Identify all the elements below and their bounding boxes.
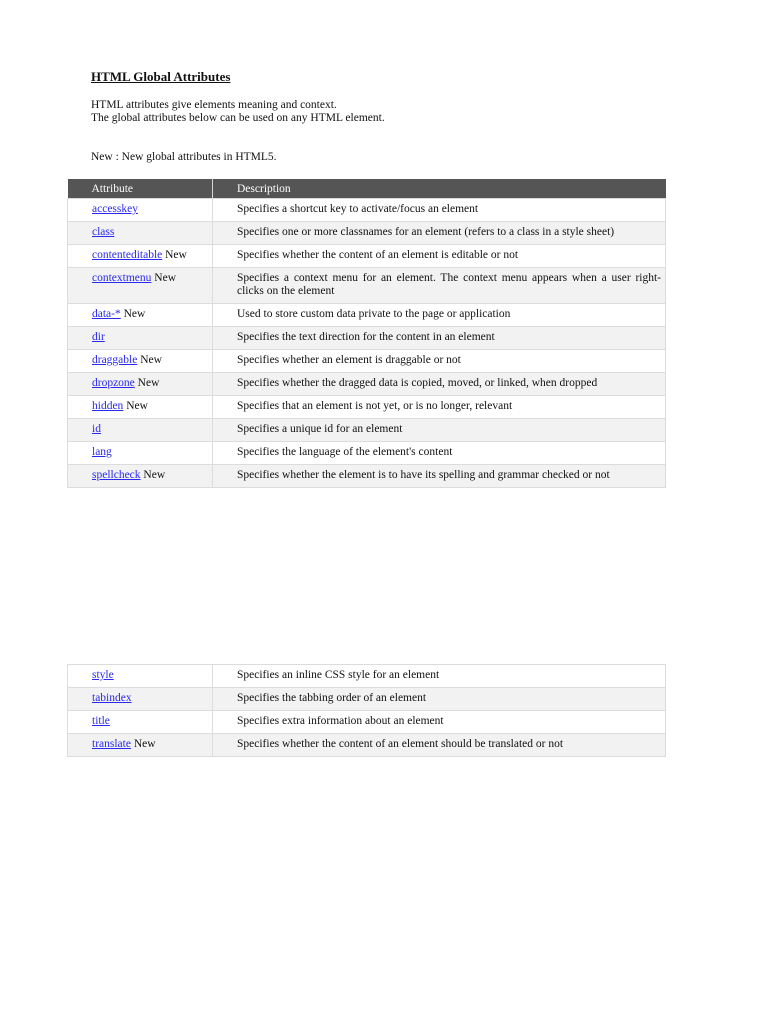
description-cell: Specifies a unique id for an element (213, 419, 666, 442)
attribute-cell (68, 711, 213, 734)
attribute-cell (68, 419, 213, 442)
table-row (68, 734, 666, 757)
attribute-link[interactable]: accesskey (92, 203, 138, 215)
table-header-row (68, 179, 666, 199)
attribute-link[interactable]: data-* (92, 308, 121, 320)
table-body (68, 199, 666, 488)
table-row (68, 327, 666, 350)
attribute-link[interactable]: draggable (92, 354, 138, 366)
attribute-column-header: Attribute (68, 179, 213, 199)
table-row (68, 304, 666, 327)
attribute-link[interactable]: spellcheck (92, 469, 141, 481)
table-row (68, 222, 666, 245)
table-row (68, 665, 666, 688)
description-cell: Specifies whether the dragged data is copied, moved, or linked, when dropped (213, 373, 666, 396)
attribute-cell (68, 396, 213, 419)
new-marker: New (140, 354, 162, 366)
attribute-cell (68, 442, 213, 465)
description-cell: Specifies one or more classnames for an element (refers to a class in a style sheet) (213, 222, 666, 245)
attribute-cell (68, 304, 213, 327)
intro-text-line-2: The global attributes below can be used on any HTML element. (91, 112, 385, 124)
table-row (68, 465, 666, 488)
attribute-link[interactable]: style (92, 669, 114, 681)
description-cell: Specifies the text direction for the content in an element (213, 327, 666, 350)
intro-text-line-1: HTML attributes give elements meaning and context. (91, 99, 337, 111)
attribute-cell (68, 688, 213, 711)
description-cell: Specifies a context menu for an element. The context menu appears when a user right-clicks on the element (213, 268, 666, 304)
attribute-link[interactable]: contextmenu (92, 272, 152, 284)
description-cell: Specifies that an element is not yet, or is no longer, relevant (213, 396, 666, 419)
attribute-link[interactable]: translate (92, 738, 131, 750)
attribute-cell (68, 327, 213, 350)
table-row (68, 350, 666, 373)
description-cell: Specifies whether the content of an element should be translated or not (213, 734, 666, 757)
attribute-link[interactable]: class (92, 226, 115, 238)
description-cell: Specifies whether the element is to have its spelling and grammar checked or not (213, 465, 666, 488)
global-attributes-table (67, 179, 666, 488)
attribute-link[interactable]: contenteditable (92, 249, 163, 261)
attribute-cell (68, 465, 213, 488)
new-marker: New (143, 469, 166, 481)
attribute-cell (68, 199, 213, 222)
attribute-link[interactable]: dropzone (92, 377, 135, 389)
description-cell: Specifies whether an element is draggable or not (213, 350, 666, 373)
attribute-cell (68, 268, 213, 304)
new-legend-note: New : New global attributes in HTML5. (91, 151, 277, 163)
table-body-continued (68, 665, 666, 757)
attribute-link[interactable]: title (92, 715, 110, 727)
table-row (68, 373, 666, 396)
new-marker: New (154, 272, 176, 284)
attribute-cell (68, 373, 213, 396)
attribute-cell (68, 734, 213, 757)
new-marker: New (126, 400, 148, 412)
document-title: HTML Global Attributes (91, 69, 231, 84)
table-row (68, 688, 666, 711)
attribute-link[interactable]: lang (92, 446, 112, 458)
attribute-cell (68, 665, 213, 688)
table-row (68, 199, 666, 222)
attribute-cell (68, 350, 213, 373)
description-cell: Specifies the tabbing order of an element (213, 688, 666, 711)
attribute-link[interactable]: dir (92, 331, 105, 343)
attribute-cell (68, 222, 213, 245)
description-column-header: Description (213, 179, 666, 199)
table-row (68, 442, 666, 465)
table-row (68, 268, 666, 304)
new-marker: New (123, 308, 146, 320)
table-row (68, 419, 666, 442)
description-cell: Specifies an inline CSS style for an element (213, 665, 666, 688)
new-marker: New (165, 249, 187, 261)
attribute-link[interactable]: id (92, 423, 101, 435)
description-cell: Specifies a shortcut key to activate/focus an element (213, 199, 666, 222)
table-row (68, 711, 666, 734)
attribute-cell (68, 245, 213, 268)
new-marker: New (133, 738, 156, 750)
table-row (68, 245, 666, 268)
table-row (68, 396, 666, 419)
attribute-link[interactable]: tabindex (92, 692, 132, 704)
attribute-link[interactable]: hidden (92, 400, 124, 412)
description-cell: Specifies the language of the element's content (213, 442, 666, 465)
description-cell: Specifies whether the content of an element is editable or not (213, 245, 666, 268)
description-cell: Specifies extra information about an element (213, 711, 666, 734)
description-cell: Used to store custom data private to the page or application (213, 304, 666, 327)
new-marker: New (137, 377, 160, 389)
global-attributes-table-continued (67, 664, 666, 757)
